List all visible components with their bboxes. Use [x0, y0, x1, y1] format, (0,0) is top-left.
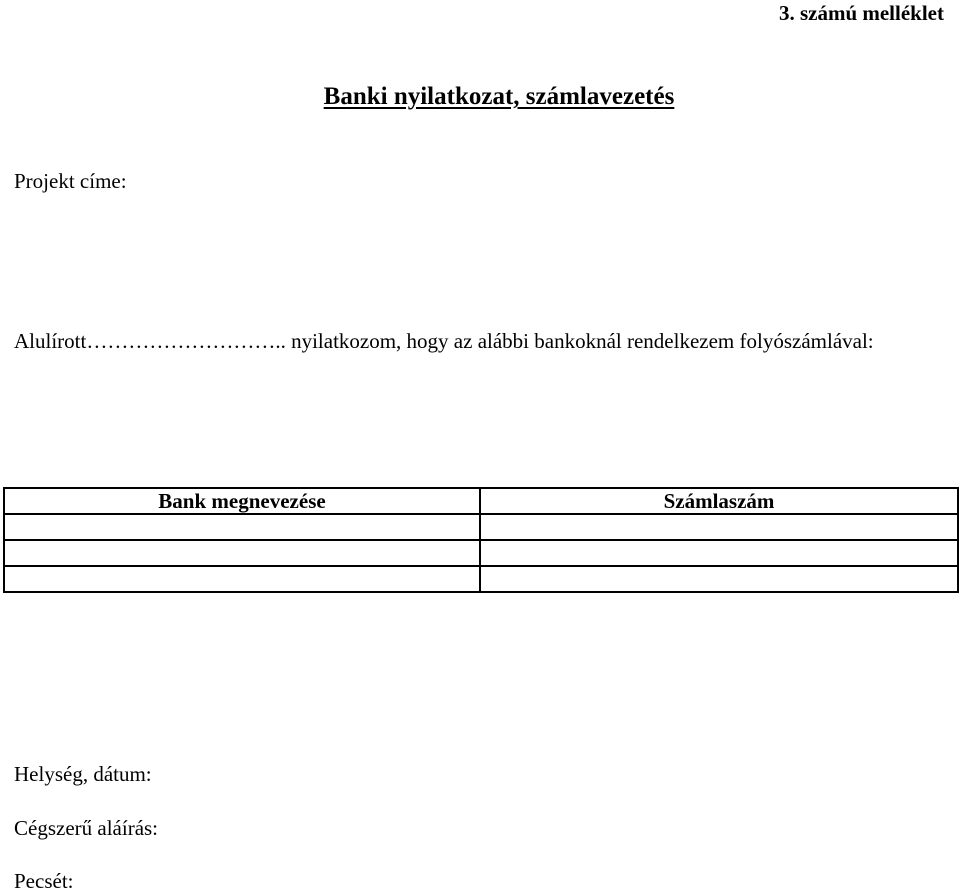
account-number-cell[interactable]	[480, 540, 958, 566]
stamp-label: Pecsét:	[14, 869, 74, 893]
place-date-label: Helység, dátum:	[14, 762, 152, 786]
bank-name-header: Bank megnevezése	[4, 488, 480, 514]
table-row	[4, 566, 958, 592]
bank-accounts-table	[3, 487, 959, 593]
account-number-cell[interactable]	[480, 566, 958, 592]
account-number-cell[interactable]	[480, 514, 958, 540]
table-row	[4, 540, 958, 566]
signature-label: Cégszerű aláírás:	[14, 816, 159, 840]
document-title: Banki nyilatkozat, számlavezetés	[323, 83, 675, 110]
bank-name-cell[interactable]	[4, 514, 480, 540]
account-number-header: Számlaszám	[480, 488, 958, 514]
table-header-row	[4, 488, 958, 514]
table-row	[4, 514, 958, 540]
bank-name-cell[interactable]	[4, 566, 480, 592]
project-title-label: Projekt címe:	[14, 169, 127, 193]
annex-label: 3. számú melléklet	[778, 1, 944, 25]
bank-name-cell[interactable]	[4, 540, 480, 566]
statement-paragraph: Alulírott……………………….. nyilatkozom, hogy az alábbi bankoknál rendelkezem folyószámlával:	[14, 329, 874, 353]
